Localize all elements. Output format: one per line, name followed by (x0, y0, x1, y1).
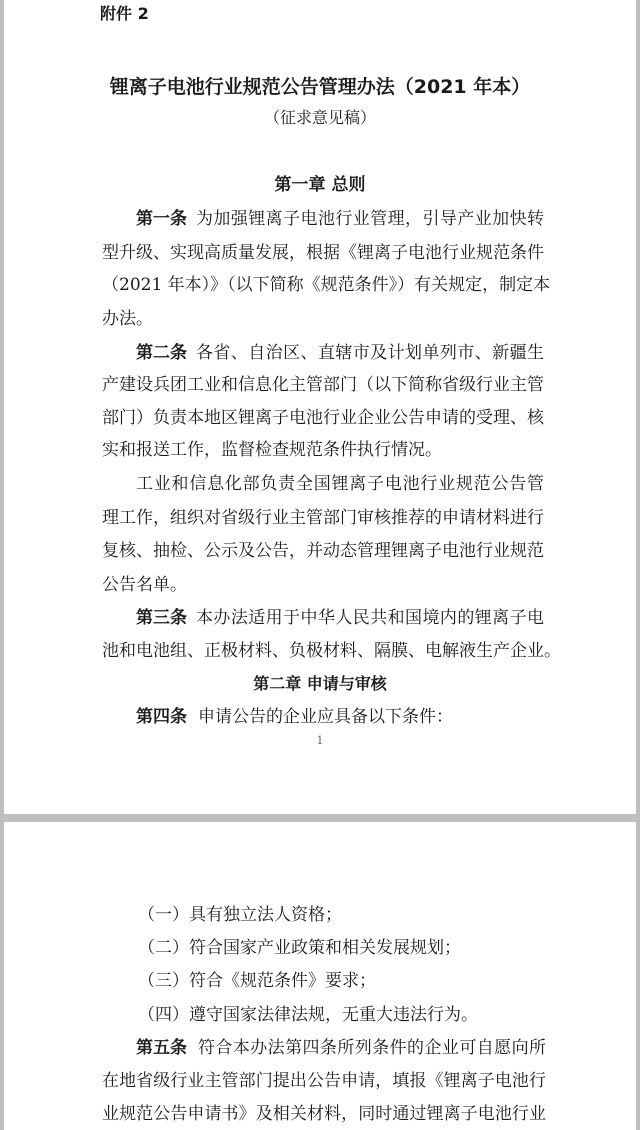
article-3-line-2: 池和电池组、正极材料、负极材料、隔膜、电解液生产企业。 (102, 641, 561, 661)
attachment-label: 附件 2 (100, 4, 149, 23)
paragraph-3-line-1: 工业和信息化部负责全国锂离子电池行业规范公告管 (136, 474, 544, 494)
article-1-line-4: 办法。 (102, 309, 153, 329)
paragraph-3-line-3: 复核、抽检、公示及公告，并动态管理锂离子电池行业规范 (102, 541, 544, 561)
paragraph-3-line-4: 公告名单。 (102, 575, 187, 595)
paragraph-3-line-2: 理工作，组织对省级行业主管部门审核推荐的申请材料进行 (102, 508, 544, 528)
article-3-line-1: 本办法适用于中华人民共和国境内的锂离子电 (196, 608, 544, 628)
article-1-line-3: （2021 年本）》（以下简称《规范条件》）有关规定，制定本 (102, 275, 551, 295)
article-5-line-3: 业规范公告申请书》及相关材料，同时通过锂离子电池行业 (102, 1104, 546, 1124)
document-page-2 (4, 822, 636, 1130)
article-1-line-2: 型升级、实现高质量发展，根据《锂离子电池行业规范条件 (102, 243, 544, 263)
article-5-label: 第五条 (136, 1038, 187, 1058)
condition-item-4: （四）遵守国家法律法规，无重大违法行为。 (138, 1005, 478, 1025)
article-2-line-4: 实和报送工作，监督检查规范条件执行情况。 (102, 440, 442, 460)
article-4-line-1: 申请公告的企业应具备以下条件： (198, 707, 453, 727)
condition-item-1: （一）具有独立法人资格； (138, 905, 342, 925)
article-4-label: 第四条 (136, 707, 187, 727)
article-2-label: 第二条 (136, 343, 187, 363)
document-page-1 (4, 0, 636, 814)
condition-item-2: （二）符合国家产业政策和相关发展规划； (138, 938, 461, 958)
article-5-line-2: 在地省级行业主管部门提出公告申请，填报《锂离子电池行 (102, 1071, 546, 1091)
document-title: 锂离子电池行业规范公告管理办法（2021 年本） (109, 76, 531, 98)
article-1-line-1: 为加强锂离子电池行业管理，引导产业加快转 (196, 209, 544, 229)
page-number: 1 (316, 734, 324, 747)
condition-item-3: （三）符合《规范条件》要求； (138, 971, 376, 991)
article-1-label: 第一条 (136, 209, 187, 229)
document-subtitle: （征求意见稿） (263, 108, 376, 127)
article-3-label: 第三条 (136, 608, 187, 628)
article-5-line-1: 符合本办法第四条所列条件的企业可自愿向所 (198, 1038, 546, 1058)
article-2-line-3: 部门）负责本地区锂离子电池行业企业公告申请的受理、核 (102, 408, 544, 428)
chapter-1-heading: 第一章 总则 (274, 175, 366, 195)
chapter-2-heading: 第二章 申请与审核 (253, 674, 387, 693)
article-2-line-1: 各省、自治区、直辖市及计划单列市、新疆生 (196, 343, 544, 363)
article-2-line-2: 产建设兵团工业和信息化主管部门（以下简称省级行业主管 (102, 375, 544, 395)
